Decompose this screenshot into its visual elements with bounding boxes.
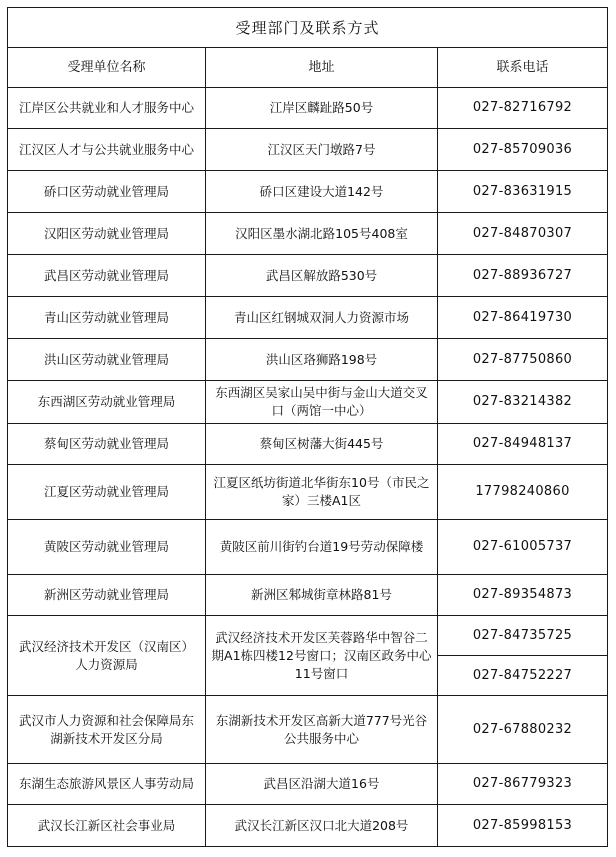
phone-cell: 027-84870307 <box>438 213 608 255</box>
table-row <box>8 696 608 764</box>
table-row <box>8 88 608 129</box>
address-cell: 青山区红钢城双洞人力资源市场 <box>206 297 438 339</box>
address-cell: 东西湖区吴家山吴中街与金山大道交叉口（两馆一中心） <box>206 381 438 424</box>
table-row <box>8 424 608 465</box>
table-row <box>8 764 608 805</box>
unit-name-cell: 东湖生态旅游风景区人事劳动局 <box>8 764 206 805</box>
unit-name-cell: 武汉长江新区社会事业局 <box>8 805 206 847</box>
phone-cell: 027-84752227 <box>438 656 608 696</box>
address-cell: 江汉区天门墩路7号 <box>206 129 438 171</box>
address-cell: 武昌区解放路530号 <box>206 255 438 297</box>
address-cell: 黄陂区前川街钓台道19号劳动保障楼 <box>206 520 438 575</box>
table-row <box>8 520 608 575</box>
address-cell: 东湖新技术开发区高新大道777号光谷公共服务中心 <box>206 696 438 764</box>
table-row <box>8 213 608 255</box>
phone-cell: 027-85998153 <box>438 805 608 847</box>
phone-cell: 027-86779323 <box>438 764 608 805</box>
unit-name-cell: 青山区劳动就业管理局 <box>8 297 206 339</box>
address-cell: 新洲区邾城街章林路81号 <box>206 575 438 616</box>
unit-name-cell: 江岸区公共就业和人才服务中心 <box>8 88 206 129</box>
unit-name-cell: 黄陂区劳动就业管理局 <box>8 520 206 575</box>
header-name: 受理单位名称 <box>8 48 206 88</box>
unit-name-cell: 武昌区劳动就业管理局 <box>8 255 206 297</box>
unit-name-cell: 洪山区劳动就业管理局 <box>8 339 206 381</box>
phone-cell: 027-83214382 <box>438 381 608 424</box>
unit-name-cell: 汉阳区劳动就业管理局 <box>8 213 206 255</box>
address-cell: 武昌区沿湖大道16号 <box>206 764 438 805</box>
phone-cell: 027-87750860 <box>438 339 608 381</box>
phone-cell: 027-61005737 <box>438 520 608 575</box>
address-cell: 汉阳区墨水湖北路105号408室 <box>206 213 438 255</box>
phone-cell: 027-89354873 <box>438 575 608 616</box>
address-cell: 蔡甸区树藩大街445号 <box>206 424 438 465</box>
header-address: 地址 <box>206 48 438 88</box>
table-row <box>8 129 608 171</box>
phone-cell: 027-84735725 <box>438 616 608 656</box>
phone-cell: 027-84948137 <box>438 424 608 465</box>
unit-name-cell: 蔡甸区劳动就业管理局 <box>8 424 206 465</box>
phone-cell: 027-82716792 <box>438 88 608 129</box>
phone-cell: 027-67880232 <box>438 696 608 764</box>
phone-cell: 027-83631915 <box>438 171 608 213</box>
address-cell: 洪山区珞狮路198号 <box>206 339 438 381</box>
table-row <box>8 297 608 339</box>
unit-name-cell: 武汉市人力资源和社会保障局东湖新技术开发区分局 <box>8 696 206 764</box>
unit-name-cell: 硚口区劳动就业管理局 <box>8 171 206 213</box>
table-row <box>8 171 608 213</box>
unit-name-cell: 武汉经济技术开发区（汉南区）人力资源局 <box>8 616 206 696</box>
table-row <box>8 575 608 616</box>
table-row <box>8 616 608 656</box>
unit-name-cell: 江汉区人才与公共就业服务中心 <box>8 129 206 171</box>
address-cell: 硚口区建设大道142号 <box>206 171 438 213</box>
address-cell: 江岸区麟趾路50号 <box>206 88 438 129</box>
table-title: 受理部门及联系方式 <box>8 8 608 48</box>
header-phone: 联系电话 <box>438 48 608 88</box>
address-cell: 武汉经济技术开发区芙蓉路华中智谷二期A1栋四楼12号窗口；汉南区政务中心11号窗口 <box>206 616 438 696</box>
phone-cell: 027-85709036 <box>438 129 608 171</box>
table-row <box>8 255 608 297</box>
table-row <box>8 805 608 847</box>
phone-cell: 027-88936727 <box>438 255 608 297</box>
unit-name-cell: 新洲区劳动就业管理局 <box>8 575 206 616</box>
table-row <box>8 465 608 520</box>
table-row <box>8 339 608 381</box>
header-row <box>8 48 608 88</box>
unit-name-cell: 东西湖区劳动就业管理局 <box>8 381 206 424</box>
title-row <box>8 8 608 48</box>
phone-cell: 027-86419730 <box>438 297 608 339</box>
address-cell: 江夏区纸坊街道北华街东10号（市民之家）三楼A1区 <box>206 465 438 520</box>
unit-name-cell: 江夏区劳动就业管理局 <box>8 465 206 520</box>
table-body <box>8 8 608 847</box>
address-cell: 武汉长江新区汉口北大道208号 <box>206 805 438 847</box>
table-row <box>8 381 608 424</box>
phone-cell: 17798240860 <box>438 465 608 520</box>
contact-table <box>7 7 608 847</box>
